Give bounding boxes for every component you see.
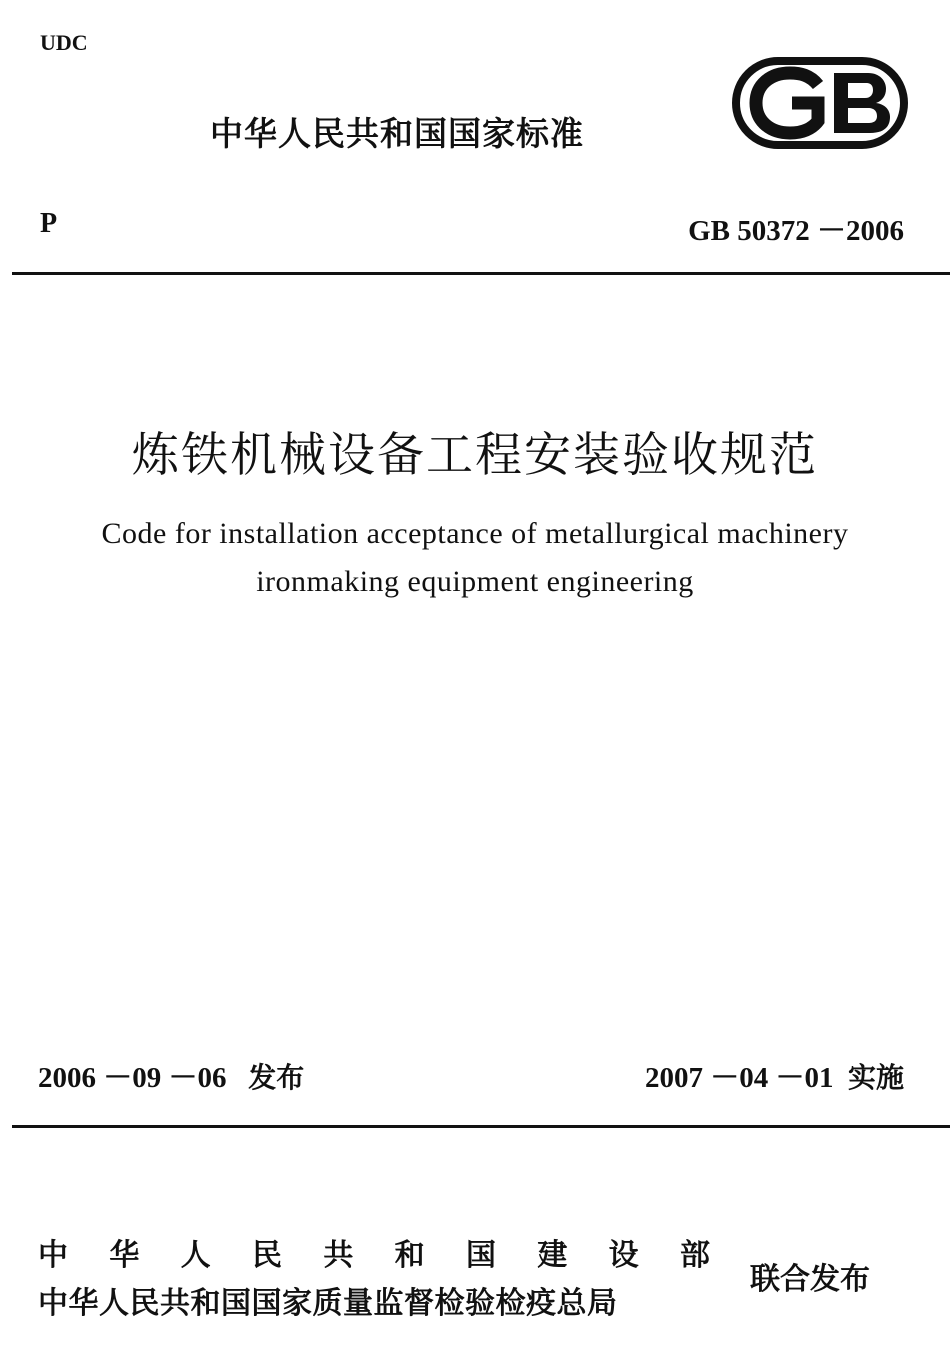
classification-code: P	[40, 208, 58, 239]
implement-date-group	[645, 1055, 904, 1096]
english-title-line-2: ironmaking equipment engineering	[256, 565, 694, 598]
publish-date: 2006 －09 －06	[38, 1062, 227, 1094]
national-standard-heading: 中华人民共和国国家标准	[210, 114, 584, 153]
gb-logo	[730, 55, 910, 151]
udc-label: UDC	[40, 30, 88, 55]
implement-date: 2007 －04 －01	[644, 1062, 834, 1094]
footer-divider	[12, 1125, 950, 1128]
publish-date-group	[38, 1055, 304, 1096]
header-divider	[12, 272, 950, 275]
standard-number: GB 50372 －2006	[688, 215, 904, 247]
publish-label: 发布	[248, 1061, 305, 1094]
document-title-english	[0, 510, 950, 606]
implement-label: 实施	[847, 1061, 904, 1094]
issuer-ministry: 中华人民共和国建设部	[38, 1238, 710, 1273]
document-title-chinese: 炼铁机械设备工程安装验收规范	[132, 428, 818, 483]
english-title-line-1: Code for installation acceptance of metallurgical machinery	[101, 517, 849, 550]
joint-publish-label: 联合发布	[750, 1262, 870, 1297]
issuer-aqsiq: 中华人民共和国国家质量监督检验检疫总局	[38, 1286, 618, 1321]
